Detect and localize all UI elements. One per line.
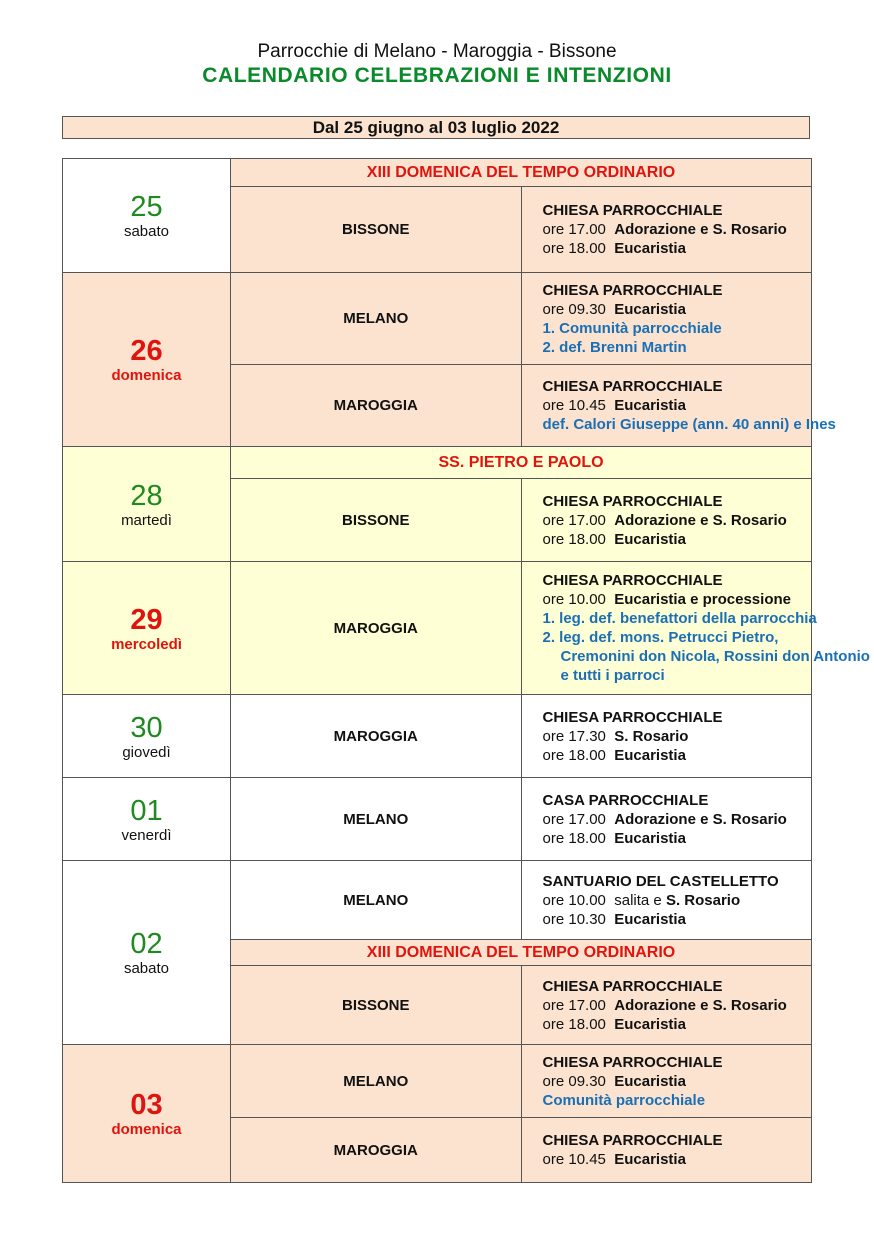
date-cell-02 xyxy=(63,861,231,1045)
calendar-title: CALENDARIO CELEBRAZIONI E INTENZIONI xyxy=(202,64,672,87)
weekday: sabato xyxy=(123,223,170,240)
place: CHIESA PARROCCHIALE xyxy=(542,572,723,589)
intention: 1. leg. def. benefattori della parrocchia xyxy=(542,610,817,627)
place: CHIESA PARROCCHIALE xyxy=(542,492,723,510)
celebration: Eucaristia xyxy=(614,530,686,548)
day-row-25 xyxy=(63,159,812,187)
location: MAROGGIA xyxy=(231,1118,522,1183)
day-row-01 xyxy=(63,778,812,861)
day-number: 26 xyxy=(130,335,163,367)
date-cell-26 xyxy=(63,273,231,447)
date-cell-01 xyxy=(63,778,231,861)
time: ore 18.00 xyxy=(542,1015,606,1033)
day-number: 01 xyxy=(130,794,163,827)
intention: 1. Comunità parrocchiale xyxy=(542,319,722,337)
weekday: mercoledì xyxy=(111,635,182,653)
celebration-prefix: salita e xyxy=(614,891,662,909)
weekday: martedì xyxy=(121,511,172,529)
place: SANTUARIO DEL CASTELLETTO xyxy=(542,872,779,890)
event-details xyxy=(521,479,812,562)
event-details xyxy=(521,273,812,365)
day-number: 25 xyxy=(130,191,163,223)
celebration: Eucaristia xyxy=(614,397,686,414)
time: ore 18.00 xyxy=(542,530,606,548)
location: MELANO xyxy=(231,1045,522,1118)
event-details xyxy=(521,562,870,695)
time: ore 17.00 xyxy=(542,996,606,1014)
date-cell-25 xyxy=(63,159,231,273)
location: MAROGGIA xyxy=(231,695,522,778)
place: CHIESA PARROCCHIALE xyxy=(542,1132,723,1149)
time: ore 10.30 xyxy=(542,910,606,928)
celebration: Adorazione e S. Rosario xyxy=(614,810,787,828)
location: MAROGGIA xyxy=(231,365,522,447)
place: CHIESA PARROCCHIALE xyxy=(542,281,723,299)
celebration: Adorazione e S. Rosario xyxy=(614,221,787,238)
celebration: Adorazione e S. Rosario xyxy=(614,511,787,529)
place: CHIESA PARROCCHIALE xyxy=(542,1053,723,1071)
feast-title: XIII DOMENICA DEL TEMPO ORDINARIO xyxy=(231,940,812,966)
day-number: 03 xyxy=(130,1089,163,1121)
place: CHIESA PARROCCHIALE xyxy=(542,977,723,995)
day-number: 30 xyxy=(130,711,163,744)
time: ore 17.00 xyxy=(542,511,606,529)
day-row-30 xyxy=(63,695,812,778)
place: CHIESA PARROCCHIALE xyxy=(542,378,723,395)
time: ore 10.45 xyxy=(542,397,606,414)
intention: def. Calori Giuseppe (ann. 40 anni) e Ines xyxy=(542,416,836,433)
date-range-banner: Dal 25 giugno al 03 luglio 2022 xyxy=(62,116,810,139)
date-cell-28 xyxy=(63,447,231,562)
location: MELANO xyxy=(231,778,522,861)
celebration: Eucaristia xyxy=(614,1072,686,1090)
day-row-02 xyxy=(63,861,812,940)
day-number: 28 xyxy=(130,479,163,512)
time: ore 09.30 xyxy=(542,300,606,318)
date-cell-30 xyxy=(63,695,231,778)
time: ore 18.00 xyxy=(542,240,606,257)
weekday: domenica xyxy=(111,1121,182,1138)
intention: Cremonini don Nicola, Rossini don Antonio xyxy=(560,648,870,665)
celebration: Eucaristia xyxy=(614,829,686,847)
day-number: 29 xyxy=(130,603,163,636)
time: ore 10.45 xyxy=(542,1151,606,1168)
date-cell-03 xyxy=(63,1045,231,1183)
time: ore 10.00 xyxy=(542,591,606,608)
celebration: S. Rosario xyxy=(665,891,741,909)
weekday: venerdì xyxy=(121,826,172,844)
calendar-table xyxy=(62,158,870,1183)
day-row-28 xyxy=(63,447,812,479)
date-cell-29 xyxy=(63,562,231,695)
time: ore 09.30 xyxy=(542,1072,606,1090)
celebration: S. Rosario xyxy=(614,727,689,745)
time: ore 18.00 xyxy=(542,829,606,847)
celebration: Eucaristia xyxy=(614,1015,686,1033)
event-details xyxy=(521,778,812,861)
celebration: Eucaristia xyxy=(614,1151,686,1168)
place: CHIESA PARROCCHIALE xyxy=(542,708,723,726)
event-details xyxy=(521,861,812,940)
weekday: giovedì xyxy=(122,743,171,761)
celebration: Eucaristia xyxy=(614,746,686,764)
event-details xyxy=(521,1045,812,1118)
feast-title: SS. PIETRO E PAOLO xyxy=(231,447,812,479)
event-details xyxy=(521,187,812,273)
intention: 2. def. Brenni Martin xyxy=(542,338,687,356)
time: ore 17.00 xyxy=(542,810,606,828)
location: MAROGGIA xyxy=(231,562,522,695)
weekday: domenica xyxy=(111,367,182,384)
location: MELANO xyxy=(231,861,522,940)
day-row-03 xyxy=(63,1045,812,1118)
feast-title: XIII DOMENICA DEL TEMPO ORDINARIO xyxy=(231,159,812,187)
celebration: Adorazione e S. Rosario xyxy=(614,996,787,1014)
intention: e tutti i parroci xyxy=(560,667,665,684)
day-row-29 xyxy=(63,562,812,695)
place: CASA PARROCCHIALE xyxy=(542,791,709,809)
intention: Comunità parrocchiale xyxy=(542,1091,706,1109)
event-details xyxy=(521,966,812,1045)
intention: 2. leg. def. mons. Petrucci Pietro, xyxy=(542,629,779,646)
weekday: sabato xyxy=(123,960,170,977)
location: BISSONE xyxy=(231,187,522,273)
day-number: 02 xyxy=(130,928,163,960)
celebration: Eucaristia e processione xyxy=(614,591,791,608)
celebration: Eucaristia xyxy=(614,240,686,257)
time: ore 18.00 xyxy=(542,746,606,764)
event-details xyxy=(521,1118,812,1183)
place: CHIESA PARROCCHIALE xyxy=(542,202,723,219)
celebration: Eucaristia xyxy=(614,300,686,318)
location: BISSONE xyxy=(231,966,522,1045)
celebration: Eucaristia xyxy=(614,910,686,928)
event-details xyxy=(521,695,812,778)
day-row-26 xyxy=(63,273,812,365)
location: MELANO xyxy=(231,273,522,365)
parishes-heading: Parrocchie di Melano - Maroggia - Bissone xyxy=(257,41,617,62)
event-details xyxy=(521,365,836,447)
time: ore 17.00 xyxy=(542,221,606,238)
time: ore 17.30 xyxy=(542,727,606,745)
location: BISSONE xyxy=(231,479,522,562)
time: ore 10.00 xyxy=(542,891,606,909)
